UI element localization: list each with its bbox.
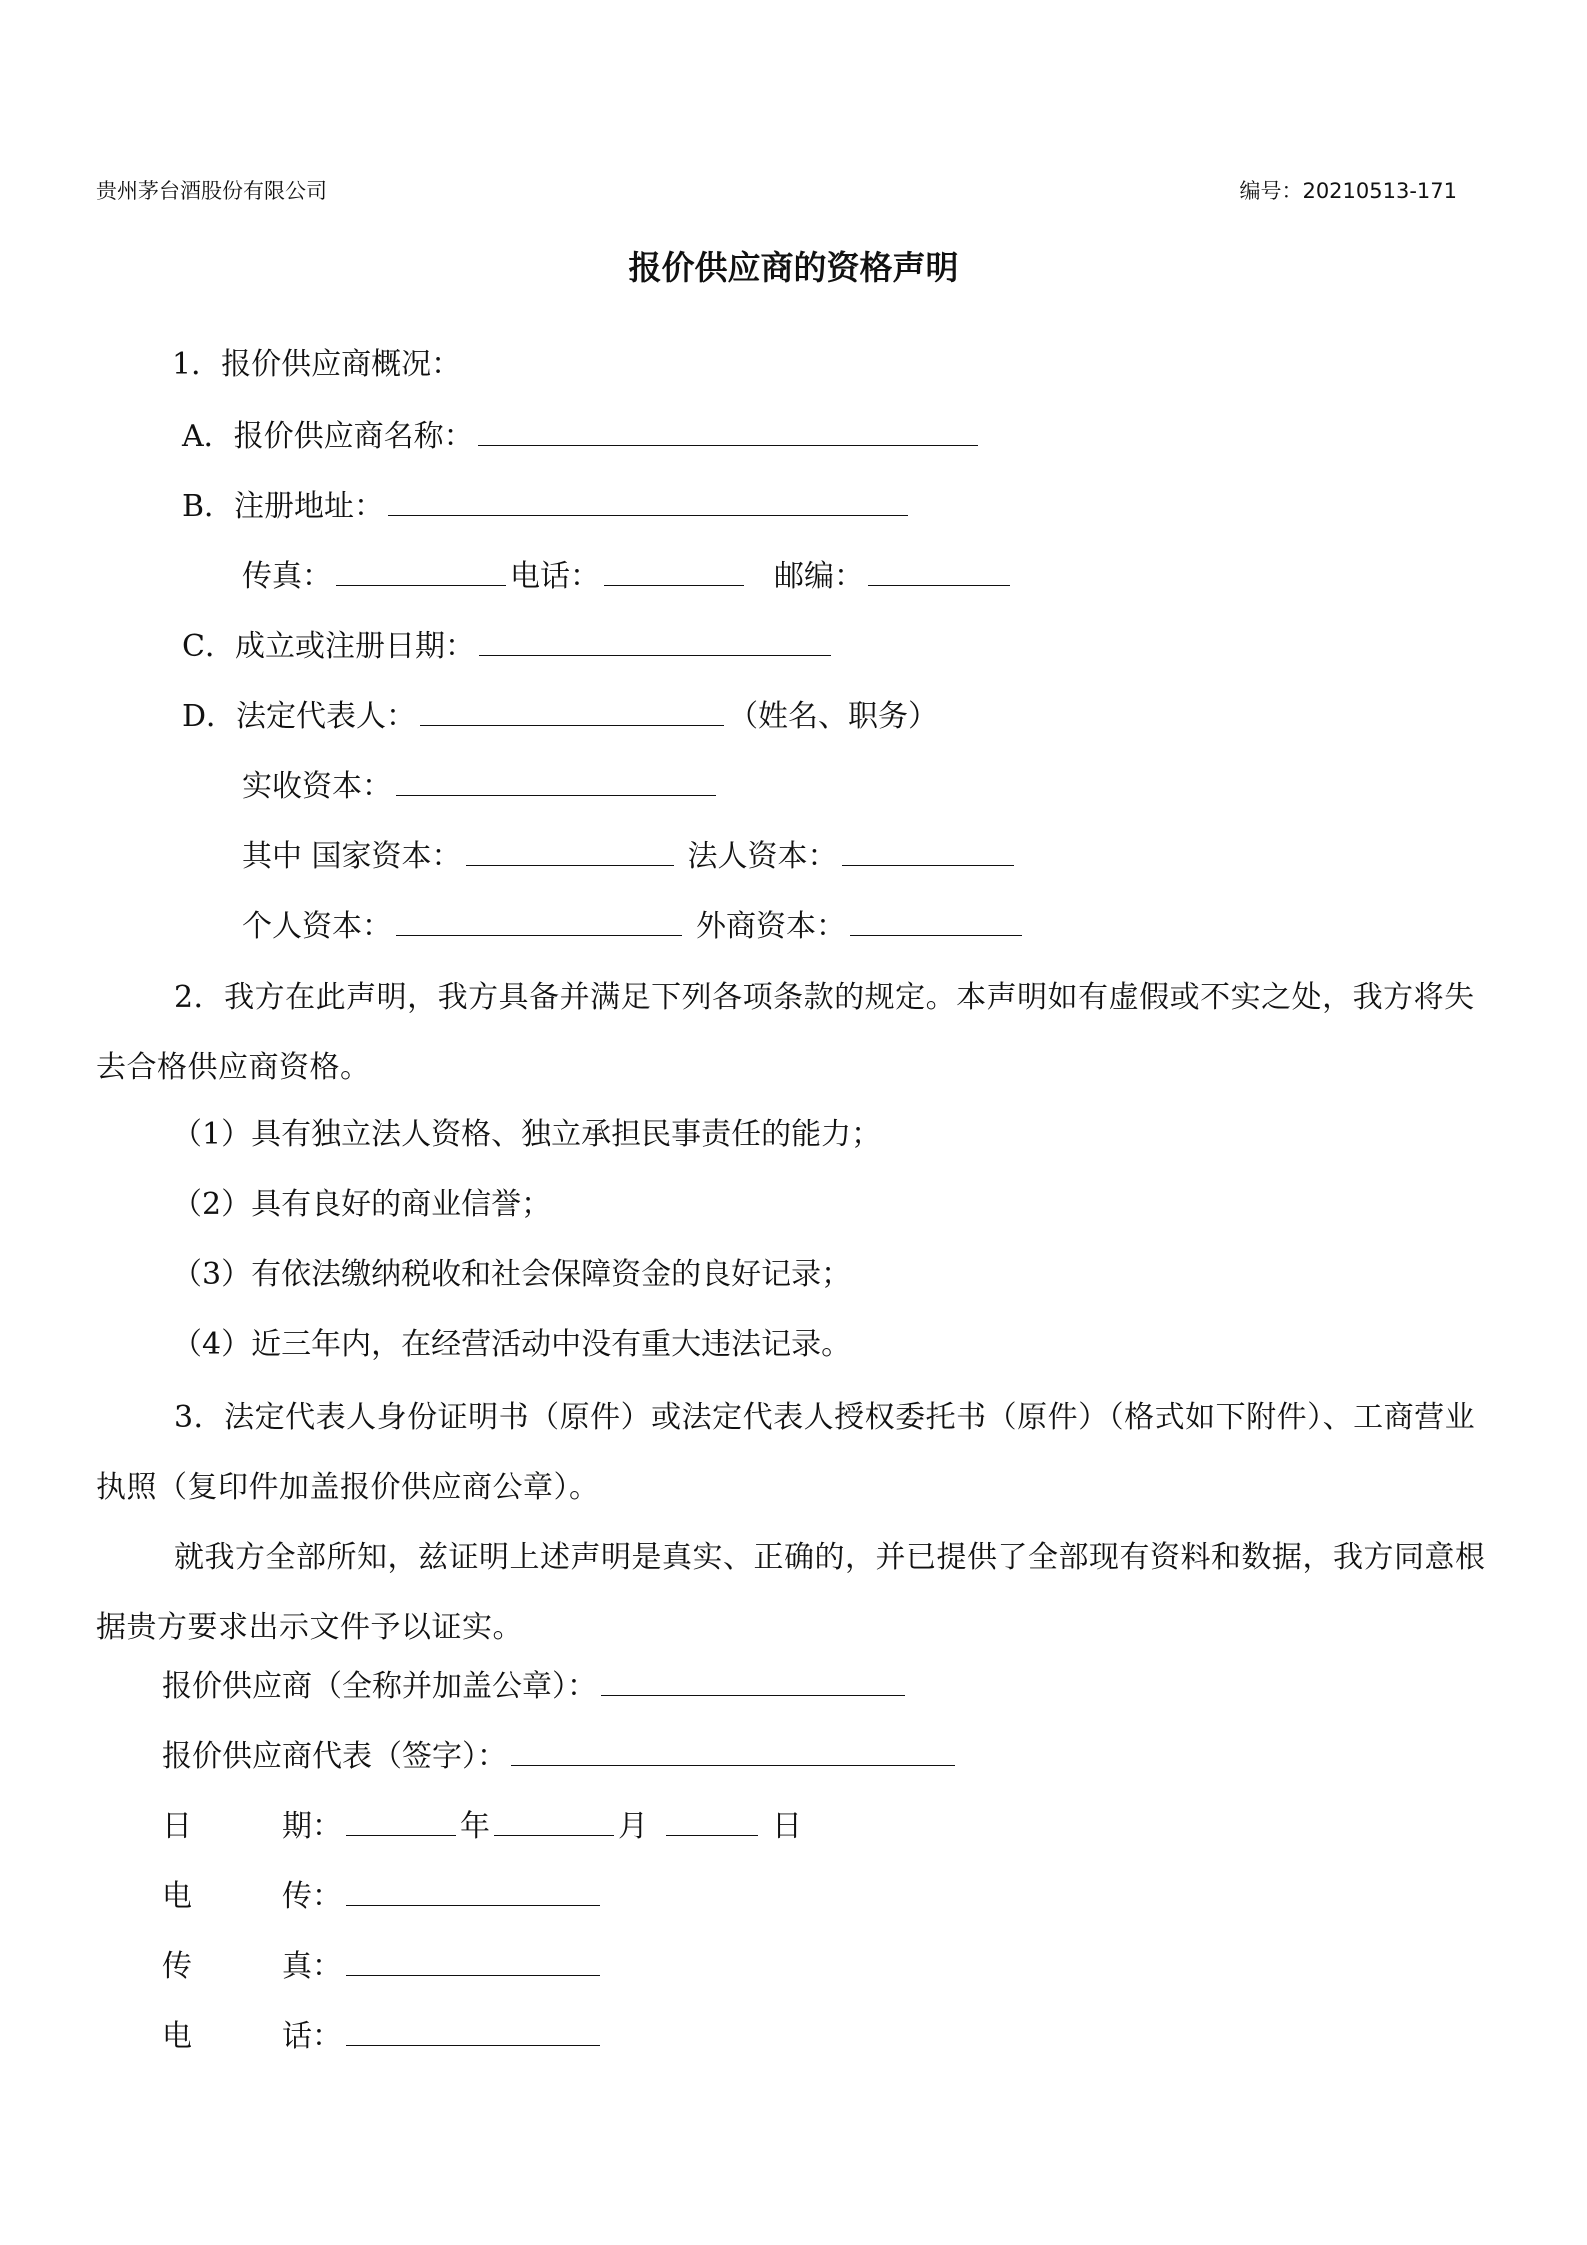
state-capital-label: 其中 国家资本： [242, 839, 462, 874]
postcode-blank[interactable] [868, 555, 1010, 586]
paid-capital-row [242, 765, 720, 807]
legal-capital-label: 法人资本： [687, 839, 838, 874]
postcode-label: 邮编： [774, 559, 864, 594]
established-date-row [182, 625, 835, 667]
personal-capital-blank[interactable] [396, 905, 682, 936]
company-name: 贵州茅台酒股份有限公司 [96, 179, 327, 203]
date-row [162, 1805, 802, 1847]
legal-rep-row [182, 695, 938, 737]
foreign-capital-label: 外商资本： [696, 909, 846, 944]
contact-row [242, 555, 1014, 597]
fax-sign-row [162, 1945, 604, 1987]
state-capital-blank[interactable] [466, 835, 674, 866]
state-capital-row [242, 835, 1018, 877]
supplier-name-blank[interactable] [478, 415, 978, 446]
section3-text: 3．法定代表人身份证明书（原件）或法定代表人授权委托书（原件）（格式如下附件）、工商营业执照（复印件加盖报价供应商公章）。 [96, 1400, 1476, 1505]
requirement-item-3: （3）有依法缴纳税收和社会保障资金的良好记录； [172, 1257, 852, 1292]
telegraph-row [162, 1875, 604, 1917]
document-number: 编号：20210513-171 [1239, 179, 1457, 203]
established-date-blank[interactable] [479, 625, 831, 656]
month-blank[interactable] [494, 1805, 614, 1836]
telegraph-blank[interactable] [346, 1875, 600, 1906]
legal-capital-blank[interactable] [842, 835, 1014, 866]
phone-blank[interactable] [604, 555, 744, 586]
address-label: B．注册地址： [182, 489, 385, 524]
month-label: 月 [618, 1809, 648, 1844]
supplier-name-label: A．报价供应商名称： [182, 419, 474, 454]
established-date-label: C．成立或注册日期： [182, 629, 475, 664]
supplier-name-row [182, 415, 982, 457]
phone-label: 电话： [510, 559, 600, 594]
paid-capital-label: 实收资本： [242, 769, 392, 804]
requirement-item-2: （2）具有良好的商业信誉； [172, 1187, 552, 1222]
document-title: 报价供应商的资格声明 [628, 248, 959, 287]
fax-blank[interactable] [336, 555, 506, 586]
phone-sign-row [162, 2015, 604, 2057]
personal-capital-row [242, 905, 1026, 947]
fax-sign-label-char1: 传 [162, 1949, 192, 1984]
section1-heading: 1．报价供应商概况： [172, 347, 462, 382]
fax-sign-blank[interactable] [346, 1945, 600, 1976]
year-label: 年 [460, 1809, 490, 1844]
requirement-item-4: （4）近三年内，在经营活动中没有重大违法记录。 [172, 1327, 852, 1362]
phone-sign-label-char1: 电 [162, 2019, 192, 2054]
day-blank[interactable] [666, 1805, 758, 1836]
paid-capital-blank[interactable] [396, 765, 716, 796]
supplier-seal-blank[interactable] [601, 1665, 905, 1696]
legal-rep-blank[interactable] [420, 695, 724, 726]
year-blank[interactable] [346, 1805, 456, 1836]
supplier-seal-row [162, 1665, 909, 1707]
rep-signature-row [162, 1735, 959, 1777]
telegraph-label-char2: 传： [282, 1879, 342, 1914]
supplier-seal-label: 报价供应商（全称并加盖公章）： [162, 1669, 597, 1704]
date-label-char1: 日 [162, 1809, 192, 1844]
phone-sign-blank[interactable] [346, 2015, 600, 2046]
requirement-item-1: （1）具有独立法人资格、独立承担民事责任的能力； [172, 1117, 882, 1152]
foreign-capital-blank[interactable] [850, 905, 1022, 936]
rep-signature-blank[interactable] [511, 1735, 955, 1766]
legal-rep-label: D．法定代表人： [182, 699, 417, 734]
personal-capital-label: 个人资本： [242, 909, 392, 944]
date-label-char2: 期： [282, 1809, 342, 1844]
fax-label: 传真： [242, 559, 332, 594]
phone-sign-label-char2: 话： [282, 2019, 342, 2054]
legal-rep-suffix: （姓名、职务） [728, 699, 939, 734]
section2-intro: 2．我方在此声明，我方具备并满足下列各项条款的规定。本声明如有虚假或不实之处，我方将失去合格供应商资格。 [96, 980, 1475, 1085]
closing-statement: 就我方全部所知，兹证明上述声明是真实、正确的，并已提供了全部现有资料和数据，我方同意根据贵方要求出示文件予以证实。 [96, 1540, 1486, 1645]
telegraph-label-char1: 电 [162, 1879, 192, 1914]
address-row [182, 485, 912, 527]
fax-sign-label-char2: 真： [282, 1949, 342, 1984]
rep-signature-label: 报价供应商代表（签字）： [162, 1739, 507, 1774]
day-label: 日 [772, 1809, 802, 1844]
address-blank[interactable] [388, 485, 908, 516]
